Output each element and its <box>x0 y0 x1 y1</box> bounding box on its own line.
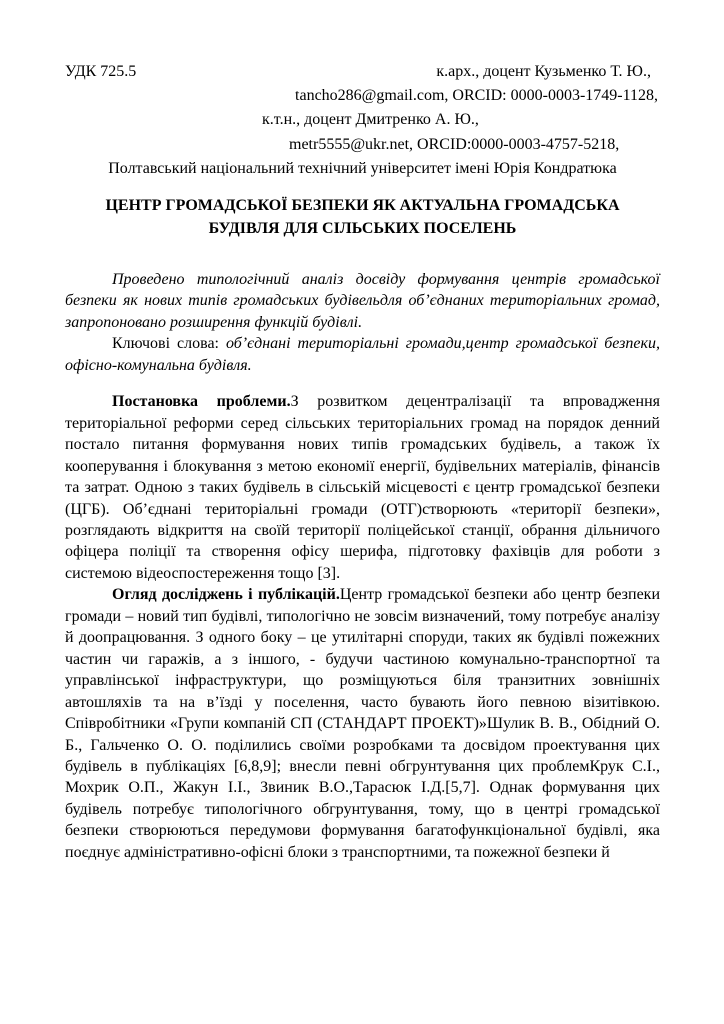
author-1-email-orcid: tancho286@gmail.com, ORCID: 0000-0003-1749-1128, <box>295 87 658 105</box>
document-header <box>65 60 660 181</box>
author-2-email-orcid: metr5555@ukr.net, ORCID:0000-0003-4757-5218, <box>289 135 620 153</box>
paragraph-literature-review <box>65 584 660 863</box>
affiliation: Полтавський національний технічний університет імені Юрія Кондратюка <box>108 159 617 177</box>
paragraph-problem-statement <box>65 391 660 584</box>
paper-title: ЦЕНТР ГРОМАДСЬКОЇ БЕЗПЕКИ ЯК АКТУАЛЬНА ГРОМАДСЬКА БУДІВЛЯ ДЛЯ СІЛЬСЬКИХ ПОСЕЛЕНЬ <box>105 197 620 238</box>
header-row-udc-author <box>65 60 660 84</box>
keywords-paragraph <box>65 333 660 376</box>
body-section <box>65 391 660 863</box>
keywords-label: Ключові слова: <box>112 335 219 353</box>
keywords-text: об’єднані територіальні громади,центр громадської безпеки, офісно-комунальна будівля. <box>65 335 661 374</box>
paragraph-problem-statement-lead: Постановка проблеми. <box>112 393 291 411</box>
paragraph-literature-review-text: Центр громадської безпеки або центр безпеки громади – новий тип будівлі, типологічно не зовсім визначений, тому потребує аналізу й доопрацювання. З одного боку – це утилітарні споруди, таких як будівлі пожежних частин чи гаражів, а з іншого, - будучи частиною комунально-транспортної та управлінської інфраструктури, що розміщуються біля транзитних зовнішніх автошляхів та на в’їзді у поселення, часто бувають його певною візитівкою. Співробітники «Групи компаній СП (СТАНДАРТ ПРОЕКТ)»Шулик В. В., Обідний О. Б., Гальченко О. О. поділились своїми розробками та досвідом проектування цих будівель в публікаціях [6,8,9]; внесли певні обгрунтування цих проблемКрук С.І., Мохрик О.П., Жакун І.І., Звиник В.О.,Тарасюк І.Д.[5,7]. Однак формування цих будівель потребує типологічного обгрунтування, тому, що в центрі громадської безпеки створюються передумови формування багатофункціональної будівлі, яка поєднує адміністративно-офісні блоки з транспортними, та пожежної безпеки й <box>65 586 661 861</box>
udc-code: УДК 725.5 <box>65 63 137 80</box>
author-1-degree-name: к.арх., доцент Кузьменко Т. Ю., <box>436 63 651 80</box>
paragraph-literature-review-lead: Огляд досліджень і публікацій. <box>112 586 340 604</box>
paragraph-problem-statement-text: З розвитком децентралізації та впровадження територіальної реформи серед сільських територіальних громад на порядок денний постало питання формування нових типів громадських будівель, а також їх кооперування і блокування з метою економії енергії, будівельних матеріалів, фінансів та затрат. Одною з таких будівель в сільській місцевості є центр громадської безпеки (ЦГБ). Об’єднані територіальні громади (ОТГ)створюють «території безпеки», розглядають відкриття на своїй території поліцейської станції, обрання дільничого офіцера поліції та створення офісу шерифа, підготовку фахівців для роботи з системою відеоспостереження тощо [3]. <box>65 393 660 582</box>
abstract-text: Проведено типологічний аналіз досвіду формування центрів громадської безпеки як нових типів громадських будівельдля об’єднаних територіальних громад, запропоновано розширення функцій будівлі. <box>65 271 660 331</box>
author-2-degree-name: к.т.н., доцент Дмитренко А. Ю., <box>262 111 479 129</box>
abstract-section <box>65 269 660 376</box>
